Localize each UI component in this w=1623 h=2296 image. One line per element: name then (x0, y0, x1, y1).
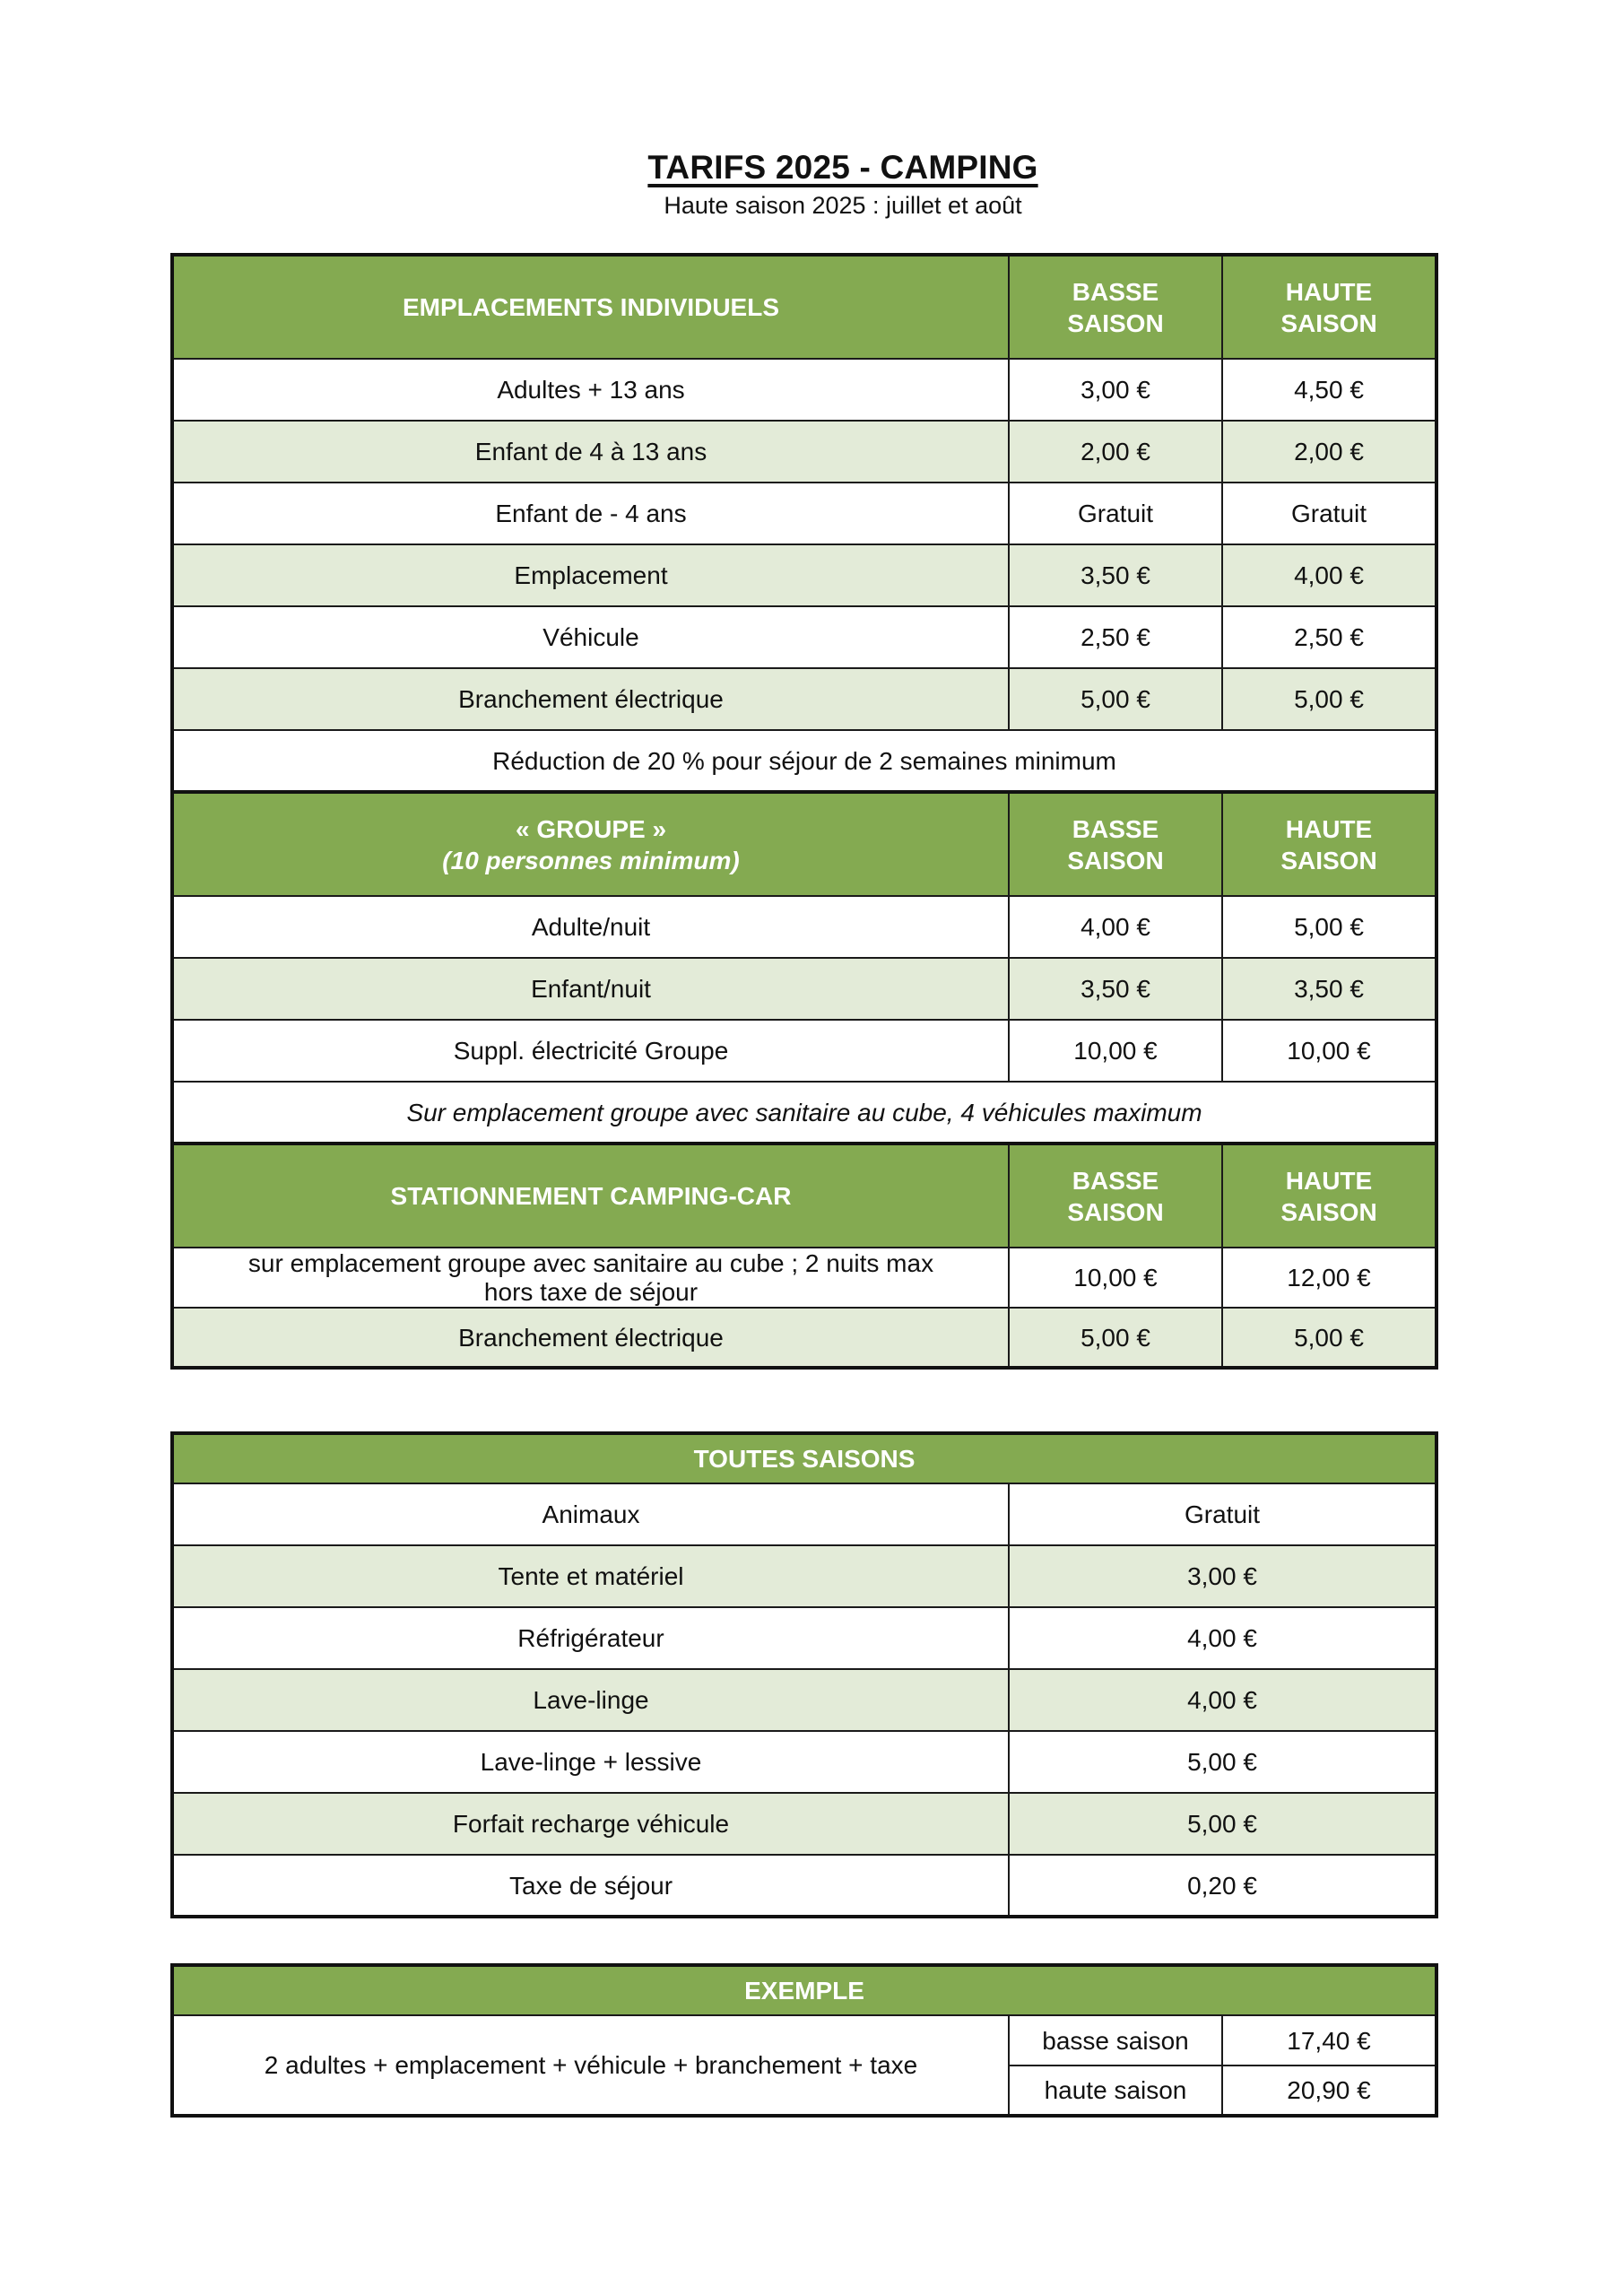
price: Gratuit (1009, 1483, 1436, 1545)
price-haute: 5,00 € (1222, 896, 1436, 958)
row-label: Suppl. électricité Groupe (172, 1020, 1009, 1082)
col-haute-line2: SAISON (1280, 846, 1377, 874)
price-basse: 2,00 € (1009, 421, 1222, 483)
price: 17,40 € (1222, 2015, 1436, 2066)
col-basse-line1: BASSE (1072, 814, 1159, 843)
table-row (172, 421, 1436, 483)
col-haute-line2: SAISON (1280, 1197, 1377, 1226)
row-label: Enfant/nuit (172, 958, 1009, 1020)
table-row (172, 359, 1436, 421)
table-row (172, 1483, 1436, 1545)
price-haute: 4,00 € (1222, 544, 1436, 606)
table-row (172, 1020, 1436, 1082)
col-haute-line2: SAISON (1280, 309, 1377, 337)
exemple-table (170, 1963, 1438, 2118)
camping-car-header: STATIONNEMENT CAMPING-CAR (172, 1144, 1009, 1248)
note-row (172, 1082, 1436, 1144)
exemple-description: 2 adultes + emplacement + véhicule + branchement + taxe (172, 2015, 1009, 2116)
table-row (172, 1545, 1436, 1607)
table-row (172, 2015, 1436, 2066)
price: 5,00 € (1009, 1731, 1436, 1793)
price-haute: 5,00 € (1222, 1308, 1436, 1368)
col-haute-line1: HAUTE (1285, 1166, 1373, 1195)
row-label: Branchement électrique (172, 668, 1009, 730)
groupe-note: Sur emplacement groupe avec sanitaire au cube, 4 véhicules maximum (172, 1082, 1436, 1144)
table-row (172, 606, 1436, 668)
row-label: Tente et matériel (172, 1545, 1009, 1607)
groupe-header (172, 792, 1009, 896)
col-basse-saison (1009, 1144, 1222, 1248)
price-haute: 2,50 € (1222, 606, 1436, 668)
season-label: haute saison (1009, 2066, 1222, 2116)
table-row (172, 896, 1436, 958)
row-label: Taxe de séjour (172, 1855, 1009, 1917)
table-row (172, 1855, 1436, 1917)
note-row (172, 730, 1436, 792)
price: 20,90 € (1222, 2066, 1436, 2116)
page-title: TARIFS 2025 - CAMPING (647, 149, 1038, 186)
col-basse-line2: SAISON (1067, 846, 1164, 874)
row-label: Enfant de - 4 ans (172, 483, 1009, 544)
col-haute-saison (1222, 1144, 1436, 1248)
price-basse: 3,00 € (1009, 359, 1222, 421)
toutes-saisons-header: TOUTES SAISONS (172, 1433, 1436, 1483)
price-basse: 2,50 € (1009, 606, 1222, 668)
price: 4,00 € (1009, 1607, 1436, 1669)
row-label: Forfait recharge véhicule (172, 1793, 1009, 1855)
col-basse-saison (1009, 792, 1222, 896)
row-label: Adulte/nuit (172, 896, 1009, 958)
table-row (172, 483, 1436, 544)
col-haute-saison (1222, 255, 1436, 359)
price-basse: 3,50 € (1009, 544, 1222, 606)
table-row (172, 958, 1436, 1020)
price-basse: 5,00 € (1009, 1308, 1222, 1368)
row-label: Lave-linge + lessive (172, 1731, 1009, 1793)
row-label: Animaux (172, 1483, 1009, 1545)
price-basse: 3,50 € (1009, 958, 1222, 1020)
col-basse-line2: SAISON (1067, 309, 1164, 337)
col-basse-line1: BASSE (1072, 277, 1159, 306)
col-basse-line1: BASSE (1072, 1166, 1159, 1195)
price-basse: Gratuit (1009, 483, 1222, 544)
row-label (172, 1248, 1009, 1308)
col-basse-saison (1009, 255, 1222, 359)
row-label: Adultes + 13 ans (172, 359, 1009, 421)
row-label-line2: hors taxe de séjour (483, 1277, 699, 1306)
col-basse-line2: SAISON (1067, 1197, 1164, 1226)
reduction-note: Réduction de 20 % pour séjour de 2 semaines minimum (172, 730, 1436, 792)
price-haute: 5,00 € (1222, 668, 1436, 730)
toutes-saisons-table (170, 1431, 1438, 1918)
price-basse: 5,00 € (1009, 668, 1222, 730)
season-label: basse saison (1009, 2015, 1222, 2066)
price: 3,00 € (1009, 1545, 1436, 1607)
toutes-saisons-header-row (172, 1433, 1436, 1483)
table-row (172, 1308, 1436, 1368)
col-haute-line1: HAUTE (1285, 277, 1373, 306)
table-row (172, 1248, 1436, 1308)
table-row (172, 1669, 1436, 1731)
row-label: Emplacement (172, 544, 1009, 606)
row-label-line1: sur emplacement groupe avec sanitaire au cube ; 2 nuits max (247, 1248, 934, 1277)
table-row (172, 1793, 1436, 1855)
table-row (172, 1607, 1436, 1669)
groupe-header-row (172, 792, 1436, 896)
price-haute: Gratuit (1222, 483, 1436, 544)
price-haute: 2,00 € (1222, 421, 1436, 483)
table-row (172, 544, 1436, 606)
table-row (172, 668, 1436, 730)
price-basse: 10,00 € (1009, 1020, 1222, 1082)
row-label: Lave-linge (172, 1669, 1009, 1731)
price: 4,00 € (1009, 1669, 1436, 1731)
price-basse: 10,00 € (1009, 1248, 1222, 1308)
row-label: Réfrigérateur (172, 1607, 1009, 1669)
page-subtitle: Haute saison 2025 : juillet et août (664, 192, 1022, 219)
groupe-header-subtitle: (10 personnes minimum) (442, 846, 740, 874)
price-haute: 4,50 € (1222, 359, 1436, 421)
price-basse: 4,00 € (1009, 896, 1222, 958)
row-label: Enfant de 4 à 13 ans (172, 421, 1009, 483)
col-haute-saison (1222, 792, 1436, 896)
exemple-header-row (172, 1965, 1436, 2015)
groupe-header-title: « GROUPE » (515, 814, 667, 843)
table-row (172, 1731, 1436, 1793)
individuels-header: EMPLACEMENTS INDIVIDUELS (172, 255, 1009, 359)
row-label: Véhicule (172, 606, 1009, 668)
exemple-header: EXEMPLE (172, 1965, 1436, 2015)
price: 0,20 € (1009, 1855, 1436, 1917)
price-haute: 12,00 € (1222, 1248, 1436, 1308)
price-haute: 3,50 € (1222, 958, 1436, 1020)
price-haute: 10,00 € (1222, 1020, 1436, 1082)
camping-car-header-row (172, 1144, 1436, 1248)
tariffs-main-table (170, 253, 1438, 1370)
price: 5,00 € (1009, 1793, 1436, 1855)
individuels-header-row (172, 255, 1436, 359)
row-label: Branchement électrique (172, 1308, 1009, 1368)
col-haute-line1: HAUTE (1285, 814, 1373, 843)
